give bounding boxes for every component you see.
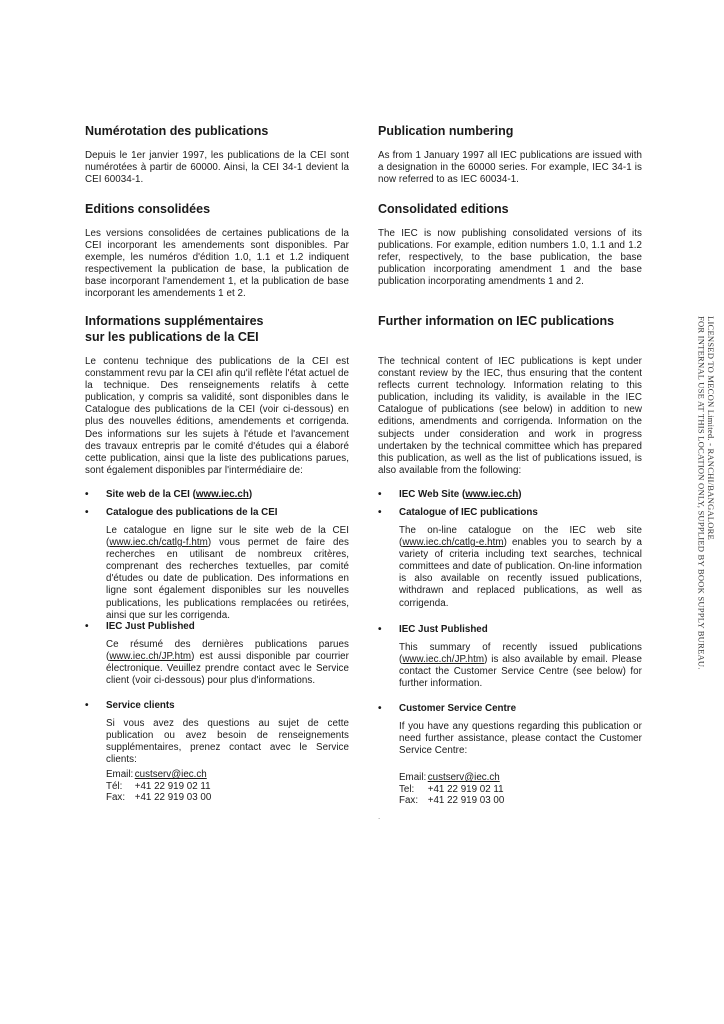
en-further-text: The technical content of IEC publications is kept under constant review by the IEC, thus ensuring that the content reflects current technology. Information relating to this publication, including its validity, is available in the IEC Catalogue of publications (see below) in addition to new editions, amendments and corrigenda. Information on the subjects under consideration and work in progress undertaken by the technical committee which has prepared this publication, as well as the list of publications issued, is also available from the following: (378, 356, 642, 476)
bullet-dot: • (85, 621, 89, 632)
fr-consolidated-section (85, 201, 349, 301)
en-fax-value: +41 22 919 03 00 (427, 795, 505, 806)
fr-further-section (85, 313, 349, 477)
fr-catalogue-text: Le catalogue en ligne sur le site web de la CEI (www.iec.ch/catlg-f.htm) vous permet de faire des recherches en utilisant de nombreux critères, comprenant des recherches textuelles, par comité d'études ou date de publication. Des informations en ligne sont également disponibles sur les nouvelles publications, les publications remplacées ou retirées, ainsi que sur les corrigenda. (106, 525, 349, 621)
fr-email-label: Email: (106, 769, 134, 780)
fr-consolidated-heading: Editions consolidées (85, 202, 211, 216)
fr-service-text: Si vous avez des questions au sujet de cette publication ou avez besoin de renseignements supplémentaires, prenez contact avec le Service clients: (106, 718, 349, 766)
en-jp-link[interactable]: www.iec.ch/JP.htm (402, 654, 485, 666)
fr-fax-value: +41 22 919 03 00 (134, 792, 212, 803)
en-just-published-text: This summary of recently issued publications (www.iec.ch/JP.htm) is also available by email. Please contact the Customer Service Centre (see below) for further information. (399, 642, 642, 690)
en-service-label: Customer Service Centre (399, 703, 517, 714)
fr-website-label: Site web de la CEI (106, 489, 193, 500)
en-consolidated-heading: Consolidated editions (378, 202, 509, 216)
license-line-1: LICENSED TO MECON Limited. - RANCHI/BANGALORE (706, 316, 716, 540)
stray-mark: . (378, 812, 381, 821)
en-further-heading: Further information on IEC publications (378, 314, 615, 328)
en-numbering-section (378, 123, 642, 186)
fr-just-published-text: Ce résumé des dernières publications parues (www.iec.ch/JP.htm) est aussi disponible par courrier électronique. Veuillez prendre contact avec le Service client (voir ci-dessous) pour plus d'informations. (106, 639, 349, 687)
fr-service-label: Service clients (106, 700, 175, 711)
en-consolidated-section (378, 201, 642, 288)
en-email-label: Email: (399, 772, 427, 783)
en-website-label: IEC Web Site (399, 489, 462, 500)
en-catalogue-text: The on-line catalogue on the IEC web site (www.iec.ch/catlg-e.htm) enables you to search by a variety of criteria including text searches, technical committees and date of publication. On-line information is also available on recently issued publications, withdrawn and replaced publications, as well as corrigenda. (399, 525, 642, 609)
en-website-link[interactable]: www.iec.ch (465, 489, 519, 500)
fr-consolidated-text: Les versions consolidées de certaines publications de la CEI incorporant les amendements sont disponibles. Par exemple, les numéros d'édition 1.0, 1.1 et 1.2 indiquent respectivement la publication de base, la publication de base incorporant l'amendement 1, et la publication de base incorporant les amendements 1 et 2. (85, 228, 349, 300)
fr-fax-label: Fax: (106, 792, 126, 803)
bullet-dot: • (85, 700, 89, 711)
fr-further-heading-line1: Informations supplémentaires (85, 314, 264, 328)
bullet-dot: • (85, 489, 89, 500)
license-side-note (696, 316, 715, 670)
fr-email-link[interactable]: custserv@iec.ch (134, 769, 207, 780)
fr-further-text: Le contenu technique des publications de la CEI est constamment revu par la CEI afin qu'il reflète l'état actuel de la technique. Des renseignements relatifs à cette publication, y compris sa validité, sont disponibles dans le Catalogue des publications de la CEI (voir ci-dessous) en plus des nouvelles éditions, amendements et corrigenda. Des informations sur les sujets à l'étude et l'avancement des travaux entrepris par le comité d'études qui a élaboré cette publication, ainsi que la liste des publications parues, sont également disponibles par l'intermédiaire de: (85, 356, 349, 476)
en-numbering-text: As from 1 January 1997 all IEC publications are issued with a designation in the 60000 series. For example, IEC 34-1 is now referred to as IEC 60034-1. (378, 150, 642, 186)
en-contact-block (399, 772, 504, 807)
fr-further-heading-line2: sur les publications de la CEI (85, 330, 259, 344)
english-column: Publication numbering As from 1 January 1997 all IEC publications are issued with a designation in the 60000 series. For example, IEC 34-1 is now referred to as IEC 60034-1. Consolidated editions The IEC is now publishing consolidated versions of its publications. For example, edition numbers 1.0, 1.1 and 1.2 refer, respectively, to the base publication, the base publication incorporating amendment 1 and the base publication incorporating amendments 1 and 2. Further information on IEC publications The technical content of IEC publications is kept under constant review by the IEC, thus ensuring that the content reflects current technology. Information relating to this publication, including its validity, is available in the IEC Catalogue of publications (see below) in addition to new editions, amendments and corrigenda. Information on the subjects under consideration and work in progress undertaken by the technical committee which has prepared this publication, as well as the list of publications issued, is also available from the following: • IEC Web Site (www.iec.ch) • Catalogue of IEC publications The on-line catalogue on the IEC web site (www.iec.ch/catlg-e.htm) enables you to search by a variety of criteria including text searches, technical committees and date of publication. On-line information is also available on recently issued publications, withdrawn and replaced publications, as well as corrigenda. • IEC Just Published This summary of recently issued publications (www.iec.ch/JP.htm) is also available by email. Please contact the Customer Service Centre (see below) for further information. • Customer Service Centre If you have any questions regarding this publication or need further assistance, please contact the Customer Service Centre: Email: custserv@iec.ch Tel: +41 22 919 02 11 Fax: +41 22 919 03 00 (378, 124, 642, 806)
fr-website-link[interactable]: www.iec.ch (195, 489, 249, 500)
en-fax-label: Fax: (399, 795, 419, 806)
fr-tel-label: Tél: (106, 780, 123, 792)
en-catalogue-link[interactable]: www.iec.ch/catlg-e.htm (402, 537, 504, 549)
fr-numbering-heading: Numérotation des publications (85, 124, 269, 138)
fr-numbering-section (85, 123, 349, 186)
en-tel-value: +41 22 919 02 11 (427, 783, 504, 795)
fr-catalogue-link[interactable]: www.iec.ch/catlg-f.htm (109, 537, 208, 549)
bullet-dot: • (85, 507, 89, 518)
en-service-text: If you have any questions regarding this publication or need further assistance, please contact the Customer Service Centre: (399, 721, 642, 757)
bullet-dot: • (378, 489, 382, 500)
en-catalogue-label: Catalogue of IEC publications (399, 507, 538, 518)
fr-tel-value: +41 22 919 02 11 (134, 780, 211, 792)
en-tel-label: Tel: (399, 783, 415, 795)
fr-catalogue-label: Catalogue des publications de la CEI (106, 507, 278, 518)
en-consolidated-text: The IEC is now publishing consolidated versions of its publications. For example, edition numbers 1.0, 1.1 and 1.2 refer, respectively, to the base publication, the base publication incorporating amendment 1 and the base publication incorporating amendments 1 and 2. (378, 228, 642, 288)
en-further-section (378, 313, 642, 477)
en-numbering-heading: Publication numbering (378, 124, 514, 138)
bullet-dot: • (378, 703, 382, 714)
fr-contact-block (106, 769, 211, 804)
license-line-2: FOR INTERNAL USE AT THIS LOCATION ONLY, SUPPLIED BY BOOK SUPPLY BUREAU. (696, 316, 707, 670)
french-column: Numérotation des publications Depuis le 1er janvier 1997, les publications de la CEI sont numérotées à partir de 60000. Ainsi, la CEI 34-1 devient la CEI 60034-1. Editions consolidées Les versions consolidées de certaines publications de la CEI incorporant les amendements sont disponibles. Par exemple, les numéros d'édition 1.0, 1.1 et 1.2 indiquent respectivement la publication de base, la publication de base incorporant l'amendement 1, et la publication de base incorporant les amendements 1 et 2. Informations supplémentaires sur les publications de la CEI Le contenu technique des publications de la CEI est constamment revu par la CEI afin qu'il reflète l'état actuel de la technique. Des renseignements relatifs à cette publication, y compris sa validité, sont disponibles dans le Catalogue des publications de la CEI (voir ci-dessous) en plus des nouvelles éditions, amendements et corrigenda. Des informations sur les sujets à l'étude et l'avancement des travaux entrepris par le comité d'études qui a élaboré cette publication, ainsi que la liste des publications parues, sont également disponibles par l'intermédiaire de: • Site web de la CEI (www.iec.ch) • Catalogue des publications de la CEI Le catalogue en ligne sur le site web de la CEI (www.iec.ch/catlg-f.htm) vous permet de faire des recherches en utilisant de nombreux critères, comprenant des recherches textuelles, par comité d'études ou date de publication. Des informations en ligne sont également disponibles sur les nouvelles publications, les publications remplacées ou retirées, ainsi que sur les corrigenda. • IEC Just Published Ce résumé des dernières publications parues (www.iec.ch/JP.htm) est aussi disponible par courrier électronique. Veuillez prendre contact avec le Service client (voir ci-dessous) pour plus d'informations. • Service clients Si vous avez des questions au sujet de cette publication ou avez besoin de renseignements supplémentaires, prenez contact avec le Service clients: Email: custserv@iec.ch Tél: +41 22 919 02 11 Fax: +41 22 919 03 00 (85, 124, 349, 803)
fr-further-heading (85, 313, 349, 345)
fr-just-published-label: IEC Just Published (106, 621, 195, 632)
bullet-dot: • (378, 507, 382, 518)
bullet-dot: • (378, 624, 382, 635)
en-just-published-label: IEC Just Published (399, 624, 488, 635)
en-email-link[interactable]: custserv@iec.ch (427, 772, 500, 783)
fr-numbering-text: Depuis le 1er janvier 1997, les publications de la CEI sont numérotées à partir de 60000. Ainsi, la CEI 34-1 devient la CEI 60034-1. (85, 150, 349, 186)
fr-jp-link[interactable]: www.iec.ch/JP.htm (109, 651, 192, 663)
